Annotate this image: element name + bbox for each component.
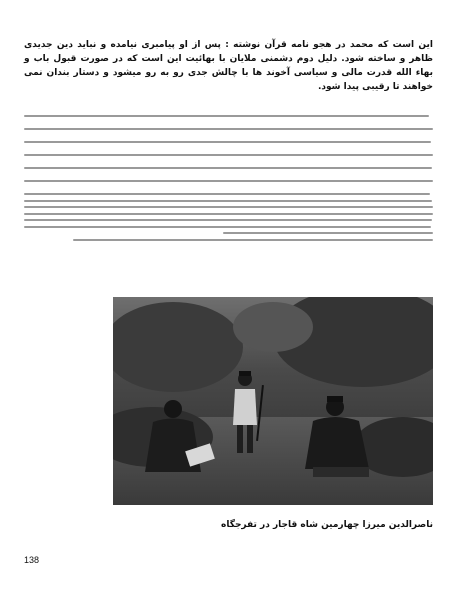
text-line-placeholder	[24, 141, 431, 143]
text-line-placeholder	[24, 193, 430, 195]
photograph-placeholder	[113, 297, 433, 505]
text-line-placeholder	[24, 115, 429, 117]
text-line-placeholder	[24, 167, 432, 169]
historical-photograph	[113, 297, 433, 505]
page-number: 138	[24, 555, 40, 565]
body-paragraph-illegible	[24, 200, 433, 252]
text-line-placeholder	[24, 200, 432, 202]
text-line-placeholder	[73, 239, 433, 241]
text-line-placeholder	[24, 128, 433, 130]
text-line-placeholder	[24, 180, 433, 182]
text-line-placeholder	[24, 226, 431, 228]
intro-paragraph: این است که محمد در هجو نامه قرآن نوشته : پس از او پیامبری نیامده و نباید دین جدیدی ظاهر و ساخته شود. دلیل دوم دشمنی ملایان با بهائیت این است که در صورت قبول باب و بهاء الله قدرت مالی و سیاسی آخوند ها با چالش جدی رو به رو میشود و دستار بندان نمی خواهند تا رقیبی پیدا شود.	[24, 40, 433, 92]
text-line-placeholder	[24, 213, 433, 215]
photo-caption: ناصرالدین میرزا چهارمین شاه قاجار در تفرجگاه	[221, 520, 433, 530]
text-line-placeholder	[24, 154, 433, 156]
